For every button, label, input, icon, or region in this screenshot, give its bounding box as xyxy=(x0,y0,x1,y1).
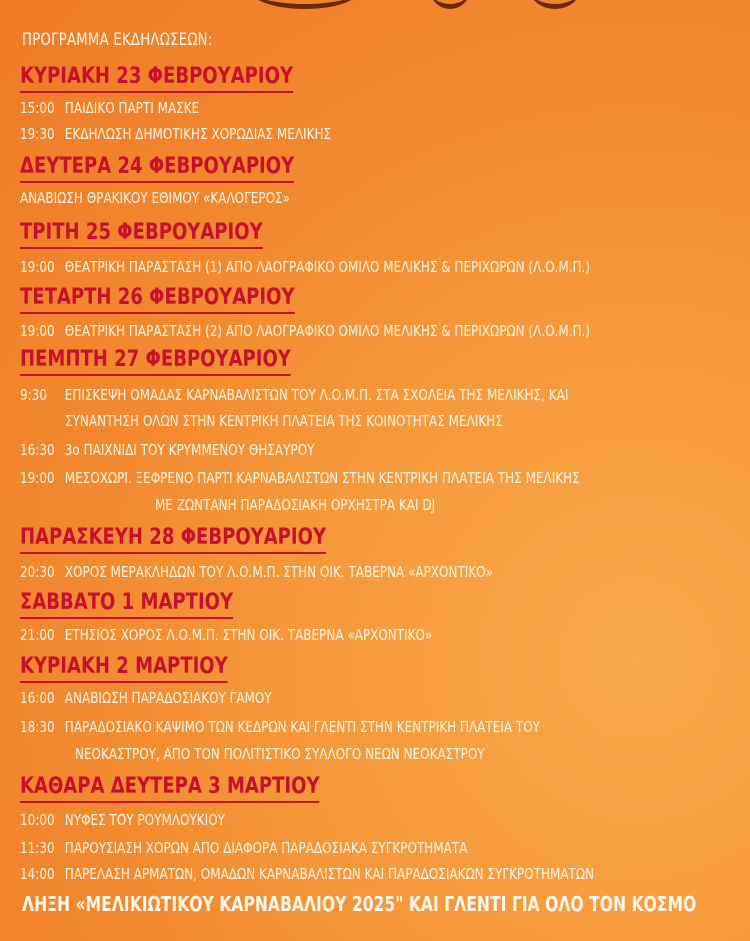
day-heading: ΚΥΡΙΑΚΗ 23 ΦΕΒΡΟΥΑΡΙΟΥ xyxy=(20,64,293,93)
event-text: ΕΤΗΣΙΟΣ ΧΟΡΟΣ Λ.Ο.Μ.Π. ΣΤΗΝ ΟΙΚ. ΤΑΒΕΡΝΑ «ΑΡΧΟΝΤΙΚΟ» xyxy=(64,626,433,644)
event-time: 19:00 xyxy=(20,258,55,276)
day-heading: ΠΕΜΠΤΗ 27 ΦΕΒΡΟΥΑΡΙΟΥ xyxy=(20,347,291,376)
event-text: ΠΑΡΕΛΑΣΗ ΑΡΜΑΤΩΝ, ΟΜΑΔΩΝ ΚΑΡΝΑΒΑΛΙΣΤΩΝ ΚΑΙ ΠΑΡΑΔΟΣΙΑΚΩΝ ΣΥΓΚΡΟΤΗΜΑΤΩΝ xyxy=(64,865,595,883)
event-line xyxy=(20,257,590,277)
event-time: 19:00 xyxy=(20,469,55,487)
event-line-continued xyxy=(75,744,485,764)
event-line xyxy=(20,98,199,118)
event-line-continued xyxy=(65,411,503,431)
decor-swash xyxy=(250,0,360,9)
day-heading: ΚΥΡΙΑΚΗ 2 ΜΑΡΤΙΟΥ xyxy=(20,654,228,683)
event-line xyxy=(20,562,493,582)
event-line xyxy=(20,688,272,708)
day-heading: ΣΑΒΒΑΤΟ 1 ΜΑΡΤΙΟΥ xyxy=(20,590,233,619)
event-text: ΜΕΣΟΧΩΡΙ. ΞΕΦΡΕΝΟ ΠΑΡΤΙ ΚΑΡΝΑΒΑΛΙΣΤΩΝ ΣΤΗΝ ΚΕΝΤΡΙΚΗ ΠΛΑΤΕΙΑ ΤΗΣ ΜΕΛΙΚΗΣ xyxy=(64,469,580,487)
program-title: ΠΡΟΓΡΑΜΜΑ ΕΚΔΗΛΩΣΕΩΝ: xyxy=(22,30,213,50)
event-text: ΘΕΑΤΡΙΚΗ ΠΑΡΑΣΤΑΣΗ (1) ΑΠΟ ΛΑΟΓΡΑΦΙΚΟ ΟΜΙΛΟ ΜΕΛΙΚΗΣ & ΠΕΡΙΧΩΡΩΝ (Λ.Ο.Μ.Π.) xyxy=(64,258,591,276)
event-line xyxy=(20,188,290,208)
event-line-continued xyxy=(155,495,435,515)
event-text: ΕΠΙΣΚΕΨΗ ΟΜΑΔΑΣ ΚΑΡΝΑΒΑΛΙΣΤΩΝ ΤΟΥ Λ.Ο.Μ.Π. ΣΤΑ ΣΧΟΛΕΙΑ ΤΗΣ ΜΕΛΙΚΗΣ, ΚΑΙ xyxy=(64,386,569,404)
event-line xyxy=(20,838,467,858)
event-line xyxy=(20,321,590,341)
event-time: 19:30 xyxy=(20,125,55,143)
event-time: 18:30 xyxy=(20,718,55,736)
event-time: 21:00 xyxy=(20,626,55,644)
closing-banner: ΛΗΞΗ «ΜΕΛΙΚΙΩΤΙΚΟΥ ΚΑΡΝΑΒΑΛΙΟΥ 2025" ΚΑΙ ΓΛΕΝΤΙ ΓΙΑ ΟΛΟ ΤΟΝ ΚΟΣΜΟ xyxy=(22,892,697,916)
event-time: 15:00 xyxy=(20,99,55,117)
event-text: ΠΑΡΑΔΟΣΙΑΚΟ ΚΑΨΙΜΟ ΤΩΝ ΚΕΔΡΩΝ ΚΑΙ ΓΛΕΝΤΙ ΣΤΗΝ ΚΕΝΤΡΙΚΗ ΠΛΑΤΕΙΑ ΤΟΥ xyxy=(64,718,540,736)
day-heading: ΠΑΡΑΣΚΕΥΗ 28 ΦΕΒΡΟΥΑΡΙΟΥ xyxy=(20,525,326,554)
event-line xyxy=(20,468,580,488)
event-text: ΝΕΟΚΑΣΤΡΟΥ, ΑΠΟ ΤΟΝ ΠΟΛΙΤΙΣΤΙΚΟ ΣΥΛΛΟΓΟ ΝΕΩΝ ΝΕΟΚΑΣΤΡΟΥ xyxy=(75,745,485,763)
event-text: ΝΥΦΕΣ ΤΟΥ ΡΟΥΜΛΟΥΚΙΟΥ xyxy=(64,811,225,829)
event-line xyxy=(20,385,568,405)
day-heading: ΔΕΥΤΕΡΑ 24 ΦΕΒΡΟΥΑΡΙΟΥ xyxy=(20,154,294,183)
top-decoration xyxy=(0,0,750,10)
event-line xyxy=(20,864,594,884)
event-time: 11:30 xyxy=(20,839,55,857)
event-line xyxy=(20,625,432,645)
day-heading: ΚΑΘΑΡΑ ΔΕΥΤΕΡΑ 3 ΜΑΡΤΙΟΥ xyxy=(20,774,320,803)
event-line xyxy=(20,717,540,737)
event-text: ΑΝΑΒΙΩΣΗ ΘΡΑΚΙΚΟΥ ΕΘΙΜΟΥ «ΚΑΛΟΓΕΡΟΣ» xyxy=(20,189,290,207)
event-time: 16:30 xyxy=(20,441,55,459)
event-time: 19:00 xyxy=(20,322,55,340)
day-heading: ΤΡΙΤΗ 25 ΦΕΒΡΟΥΑΡΙΟΥ xyxy=(20,220,263,249)
event-text: ΘΕΑΤΡΙΚΗ ΠΑΡΑΣΤΑΣΗ (2) ΑΠΟ ΛΑΟΓΡΑΦΙΚΟ ΟΜΙΛΟ ΜΕΛΙΚΗΣ & ΠΕΡΙΧΩΡΩΝ (Λ.Ο.Μ.Π.) xyxy=(64,322,591,340)
event-time: 20:30 xyxy=(20,563,55,581)
event-text: 3ο ΠΑΙΧΝΙΔΙ ΤΟΥ ΚΡΥΜΜΕΝΟΥ ΘΗΣΑΥΡΟΥ xyxy=(64,441,315,459)
event-text: ΣΥΝΑΝΤΗΣΗ ΟΛΩΝ ΣΤΗΝ ΚΕΝΤΡΙΚΗ ΠΛΑΤΕΙΑ ΤΗΣ ΚΟΙΝΟΤΗΤΑΣ ΜΕΛΙΚΗΣ xyxy=(65,412,503,430)
event-text: ΑΝΑΒΙΩΣΗ ΠΑΡΑΔΟΣΙΑΚΟΥ ΓΑΜΟΥ xyxy=(64,689,272,707)
event-text: ΕΚΔΗΛΩΣΗ ΔΗΜΟΤΙΚΗΣ ΧΟΡΩΔΙΑΣ ΜΕΛΙΚΗΣ xyxy=(64,125,332,143)
event-text: ΧΟΡΟΣ ΜΕΡΑΚΛΗΔΩΝ ΤΟΥ Λ.Ο.Μ.Π. ΣΤΗΝ ΟΙΚ. ΤΑΒΕΡΝΑ «ΑΡΧΟΝΤΙΚΟ» xyxy=(64,563,493,581)
event-time: 14:00 xyxy=(20,865,55,883)
event-time: 9:30 xyxy=(20,386,47,404)
decor-swash xyxy=(530,0,580,9)
event-time: 10:00 xyxy=(20,811,55,829)
event-line xyxy=(20,124,331,144)
event-time: 16:00 xyxy=(20,689,55,707)
event-line xyxy=(20,440,314,460)
event-text: ΜΕ ΖΩΝΤΑΝΗ ΠΑΡΑΔΟΣΙΑΚΗ ΟΡΧΗΣΤΡΑ ΚΑΙ DJ xyxy=(155,496,436,514)
event-text: ΠΑΡΟΥΣΙΑΣΗ ΧΟΡΩΝ ΑΠΟ ΔΙΑΦΟΡΑ ΠΑΡΑΔΟΣΙΑΚΑ ΣΥΓΚΡΟΤΗΜΑΤΑ xyxy=(64,839,468,857)
day-heading: ΤΕΤΑΡΤΗ 26 ΦΕΒΡΟΥΑΡΙΟΥ xyxy=(20,285,295,314)
decor-swash xyxy=(430,0,470,9)
event-line xyxy=(20,810,225,830)
event-text: ΠΑΙΔΙΚΟ ΠΑΡΤΙ ΜΑΣΚΕ xyxy=(64,99,200,117)
